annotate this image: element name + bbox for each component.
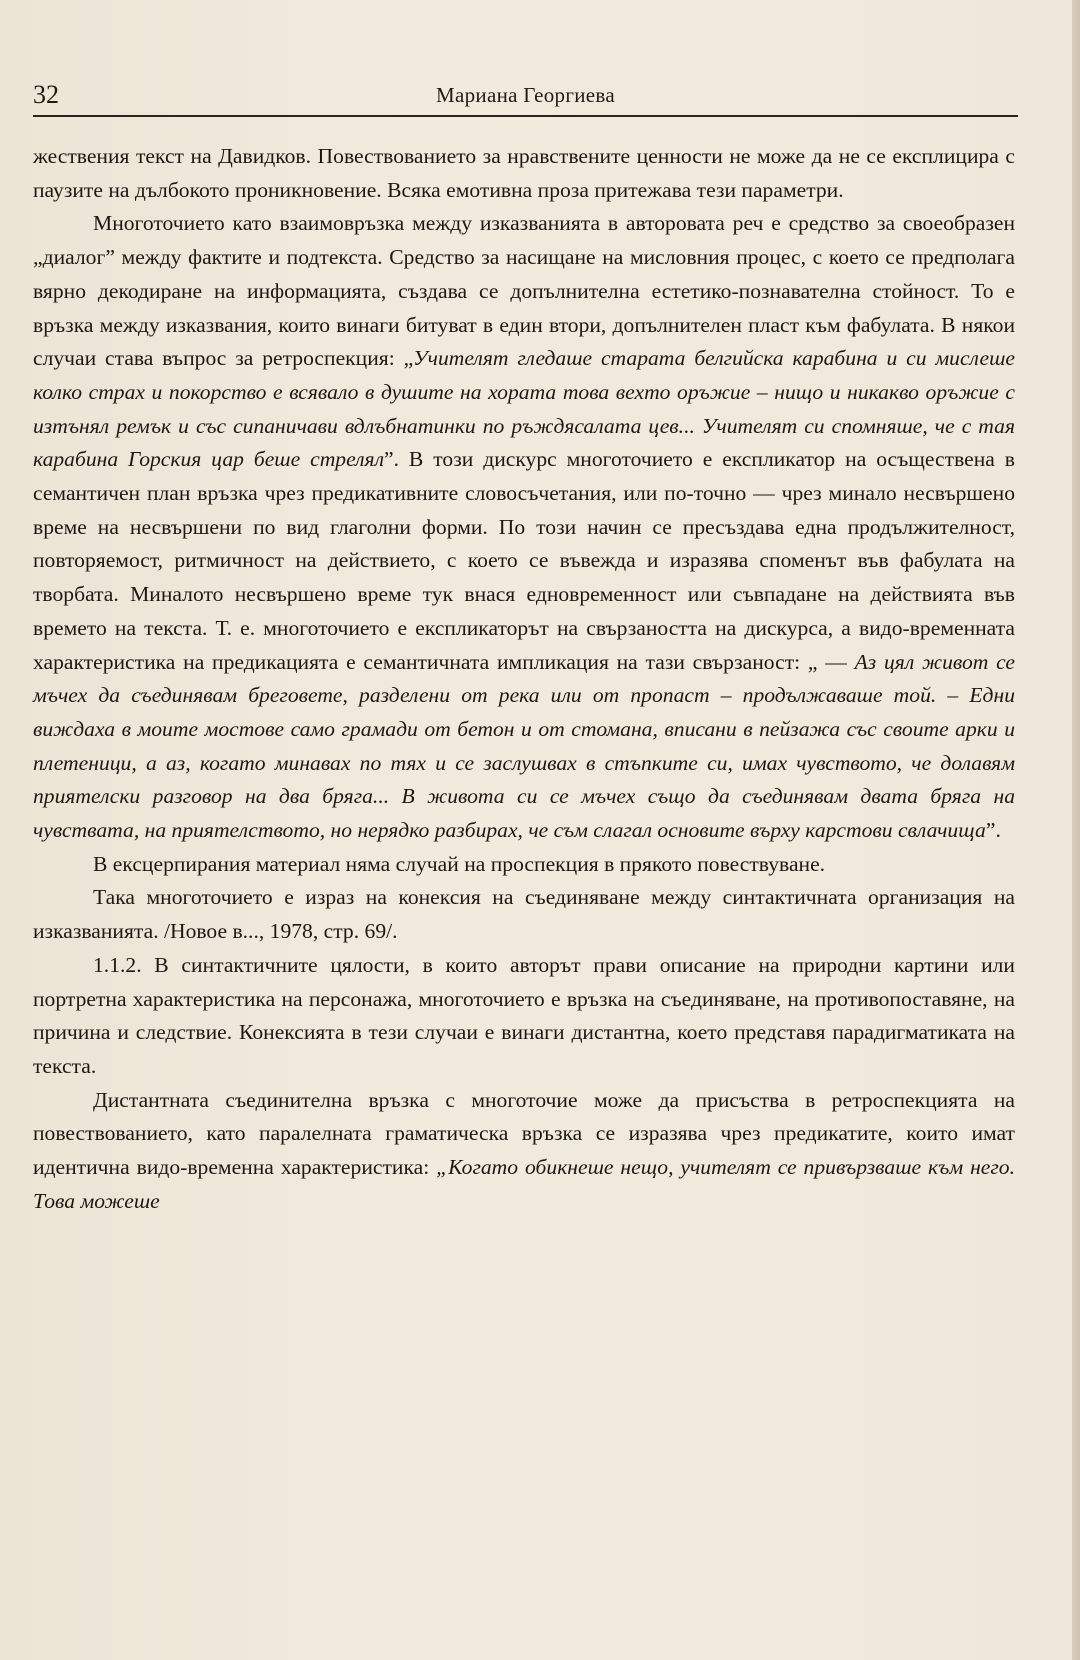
quotation-italic: Аз цял живот се мъчех да съединявам бреговете, разделени от река или от пропаст – продължаваше той. – Едни виждаха в моите мостове само грамади от бетон и от стомана, вписани в пейзажа със своите арки и плетеници, а аз, когато минавах по тях и се заслушвах в стъпките си, имах чувството, че долавям приятелски разговор на два бряга... В живота си се мъчех също да съединявам двата бряга на чувствата, на приятелството, но нерядко разбирах, че съм слагал основите върху карстови свлачища	[33, 649, 1015, 843]
text-segment: ”.	[985, 818, 1001, 843]
body-text	[33, 140, 1015, 1219]
paragraph	[33, 1084, 1015, 1219]
text-segment: Така многоточието е израз на конексия на съединяване между синтактичната организация на изказванията. /Новое в..., 1978, стр. 69/.	[33, 885, 1015, 944]
text-segment: жествения текст на Давидков. Повествованието за нравствените ценности не може да не се експлицира с паузите на дълбокото проникновение. Всяка емотивна проза притежава тези параметри.	[33, 144, 1015, 202]
quotation-italic: „Когато обикнеше нещо, учителят се привързваше към него. Това можеше	[33, 1155, 1015, 1213]
text-segment: В ексцерпирания материал няма случай на проспекция в прякото повествуване.	[93, 851, 826, 876]
page-edge	[1072, 0, 1080, 1660]
paragraph	[33, 140, 1015, 207]
text-segment: Дистантната съединителна връзка с многоточие може да присъства в ретроспекцията на повествованието, като паралелната граматическа връзка се изразява чрез предикатите, които имат идентична видо-временна характеристика:	[33, 1087, 1015, 1180]
text-segment: ”. В този дискурс многоточието е експликатор на осъществена в семантичен план връзка чрез предикативните словосъчетания, или по-точно — чрез минало несвършено време на несвършени по вид глаголни форми. По този начин се пресъздава една продължителност, повторяемост, ритмичност на действието, с което се въвежда и изразява споменът във фабулата на творбата. Миналото несвършено време тук внася едновременност или съвпадане на действията във времето на текста. Т. е. многоточието е експликаторът на свързаността на дискурса, а видо-временната характеристика на предикацията е семантичната импликация на тази свързаност: „ —	[33, 447, 1015, 674]
header-rule	[33, 115, 1018, 117]
text-segment: Многоточието като взаимовръзка между изказванията в авторовата реч е средство за своеобразен „диалог” между фактите и подтекста. Средство за насищане на мисловния процес, с което се предполага вярно декодиране на информацията, създава се допълнителна естетико-познавателна стойност. То е връзка между изказвания, които винаги битуват в един втори, допълнителен пласт към фабулата. В някои случаи става въпрос за ретроспекция: „	[33, 211, 1015, 371]
paragraph	[33, 881, 1015, 948]
running-head: Мариана Георгиева	[436, 83, 615, 107]
paragraph	[33, 949, 1015, 1084]
text-segment: 1.1.2. В синтактичните цялости, в които авторът прави описание на природни картини или портретна характеристика на персонажа, многоточието е връзка на съединяване, на противопоставяне, на причина и следствие. Конексията в тези случаи е винаги дистантна, което представя парадигматиката на текста.	[33, 952, 1015, 1078]
page-number: 32	[33, 80, 59, 109]
quotation-italic: Учителят гледаше старата белгийска карабина и си мислеше колко страх и покорство е всявало в душите на хората това вехто оръжие – нищо и никакво оръжие с изтънял ремък и със сипаничави вдлъбнатинки по ръждясалата цев... Учителят си спомняше, че с тая карабина Горския цар беше стрелял	[33, 346, 1015, 472]
paragraph	[33, 848, 1015, 882]
page-header	[33, 80, 1018, 116]
paragraph	[33, 207, 1015, 847]
